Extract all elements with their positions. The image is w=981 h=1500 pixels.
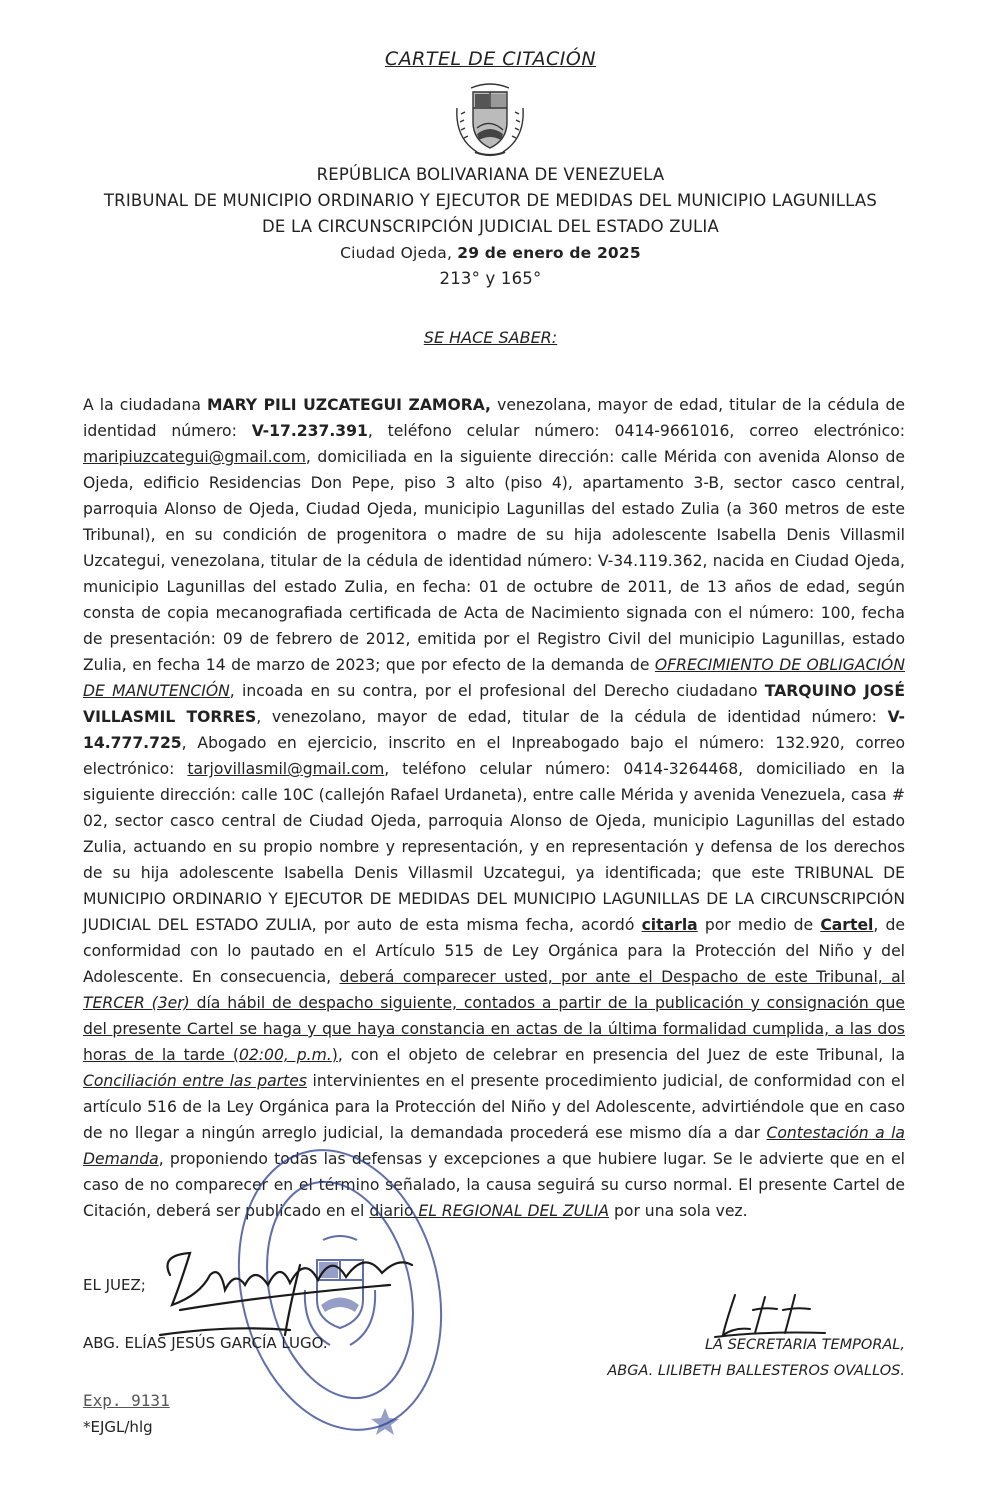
newspaper-text: diario EL REGIONAL DEL ZULIA	[369, 1202, 610, 1220]
header-country: REPÚBLICA BOLIVARIANA DE VENEZUELA	[316, 165, 665, 184]
defendant-email: maripiuzcategui@gmail.com	[83, 448, 306, 466]
header-jurisdiction: DE LA CIRCUNSCRIPCIÓN JUDICIAL DEL ESTADO ZULIA	[262, 217, 719, 236]
document-title: CARTEL DE CITACIÓN	[384, 48, 597, 70]
answer-text: Contestación a la Demanda	[83, 1124, 905, 1168]
defendant-name: MARY PILI UZCATEGUI ZAMORA,	[207, 396, 491, 414]
plaintiff-id: V-14.777.725	[83, 708, 905, 752]
judge-label: EL JUEZ;	[83, 1276, 146, 1294]
body-paragraph: A la ciudadana MARY PILI UZCATEGUI ZAMORA, venezolana, mayor de edad, titular de la cédula de identidad número: V-17.237.391, teléfono celular número: 0414-9661016, correo electrónico: maripiuzcategui@gmail.com, domiciliada en la siguiente dirección: calle Mérida con avenida Alonso de Ojeda, edificio Residencias Don Pepe, piso 3 alto (piso 4), apartamento 3-B, sector casco central, parroquia Alonso de Ojeda, Ciudad Ojeda, municipio Lagunillas del estado Zulia (a 360 metros de este Tribunal), en su condición de progenitora o madre de su hija adolescente Isabella Denis Villasmil Uzcategui, venezolana, titular de la cédula de identidad número: V-34.119.362, nacida en Ciudad Ojeda, municipio Lagunillas del estado Zulia, en fecha: 01 de octubre de 2011, de 13 años de edad, según consta de copia mecanografiada certificada de Acta de Nacimiento signada con el número: 100, fecha de presentación: 09 de febrero de 2012, emitida por el Registro Civil del municipio Lagunillas, estado Zulia, en fecha 14 de marzo de 2023; que por efecto de la demanda de OFRECIMIENTO DE OBLIGACIÓN DE MANUTENCIÓN, incoada en su contra, por el profesional del Derecho ciudadano TARQUINO JOSÉ VILLASMIL TORRES, venezolano, mayor de edad, titular de la cédula de identidad número: V-14.777.725, Abogado en ejercicio, inscrito en el Inpreabogado bajo el número: 132.920, correo electrónico: tarjovillasmil@gmail.com, teléfono celular número: 0414-3264468, domiciliado en la siguiente dirección: calle 10C (callejón Rafael Urdaneta), entre calle Mérida y avenida Venezuela, casa # 02, sector casco central de Ciudad Ojeda, parroquia Alonso de Ojeda, municipio Lagunillas del estado Zulia, actuando en su propio nombre y representación, y en representación y defensa de los derechos de su hija adolescente Isabella Denis Villasmil Uzcategui, ya identificada; que este TRIBUNAL DE MUNICIPIO ORDINARIO Y EJECUTOR DE MEDIDAS DEL MUNICIPIO LAGUNILLAS DE LA CIRCUNSCRIPCIÓN JUDICIAL DEL ESTADO ZULIA, por auto de esta misma fecha, acordó citarla por medio de Cartel, de conformidad con lo pautado en el Artículo 515 de Ley Orgánica para la Protección del Niño y del Adolescente. En consecuencia, deberá comparecer usted, por ante el Despacho de este Tribunal, al TERCER (3er) día hábil de despacho siguiente, contados a partir de la publicación y consignación que del presente Cartel se haga y que haya constancia en actas de la última formalidad cumplida, a las dos horas de la tarde (02:00, p.m.), con el objeto de celebrar en presencia del Juez de este Tribunal, la Conciliación entre las partes intervinientes en el presente procedimiento judicial, de conformidad con el artículo 516 de la Ley Orgánica para la Protección del Niño y del Adolescente, advirtiéndole que en caso de no llegar a ningún arreglo judicial, la demandada procederá ese mismo día a dar Contestación a la Demanda, proponiendo todas las defensas y excepciones a que hubiere lugar. Se le advierte que en el caso de no comparecer en el término señalado, la causa seguirá su curso normal. El presente Cartel de Citación, deberá ser publicado en el diario EL REGIONAL DEL ZULIA por una sola vez.	[83, 396, 906, 1220]
file-reference	[83, 1388, 170, 1440]
header-court: TRIBUNAL DE MUNICIPIO ORDINARIO Y EJECUTOR DE MEDIDAS DEL MUNICIPIO LAGUNILLAS	[103, 191, 878, 210]
secretary-label: LA SECRETARIA TEMPORAL,	[704, 1337, 905, 1353]
secretary-signature-block	[607, 1332, 905, 1384]
judge-name: ABG. ELÍAS JESÚS GARCÍA LUGO.	[83, 1334, 328, 1352]
typist-initials: *EJGL/hlg	[83, 1418, 153, 1436]
document-body	[83, 392, 905, 1224]
coat-of-arms-icon	[451, 78, 529, 160]
citarla-text: citarla	[641, 916, 698, 934]
se-hace-saber-heading: SE HACE SABER:	[423, 328, 558, 347]
conciliation-text: Conciliación entre las partes	[83, 1072, 307, 1090]
demand-type: OFRECIMIENTO DE OBLIGACIÓN DE MANUTENCIÓN	[83, 656, 905, 700]
defendant-id: V-17.237.391	[251, 422, 368, 440]
header-years: 213° y 165°	[439, 269, 542, 288]
secretary-name: ABGA. LILIBETH BALLESTEROS OVALLOS.	[607, 1363, 905, 1379]
appearance-clause: deberá comparecer usted, por ante el Despacho de este Tribunal, al TERCER (3er) día hábil de despacho siguiente, contados a partir de la publicación y consignación que del presente Cartel se haga y que haya constancia en actas de la última formalidad cumplida, a las dos horas de la tarde (02:00, p.m.)	[83, 968, 906, 1064]
judge-signature-block	[83, 1256, 328, 1372]
plaintiff-name: TARQUINO JOSÉ VILLASMIL TORRES	[83, 682, 905, 726]
cartel-text: Cartel	[820, 916, 874, 934]
expediente-number: Exp. 9131	[83, 1391, 170, 1410]
document-header	[0, 162, 981, 292]
plaintiff-email: tarjovillasmil@gmail.com	[187, 760, 385, 778]
header-date: Ciudad Ojeda, 29 de enero de 2025	[340, 244, 641, 262]
